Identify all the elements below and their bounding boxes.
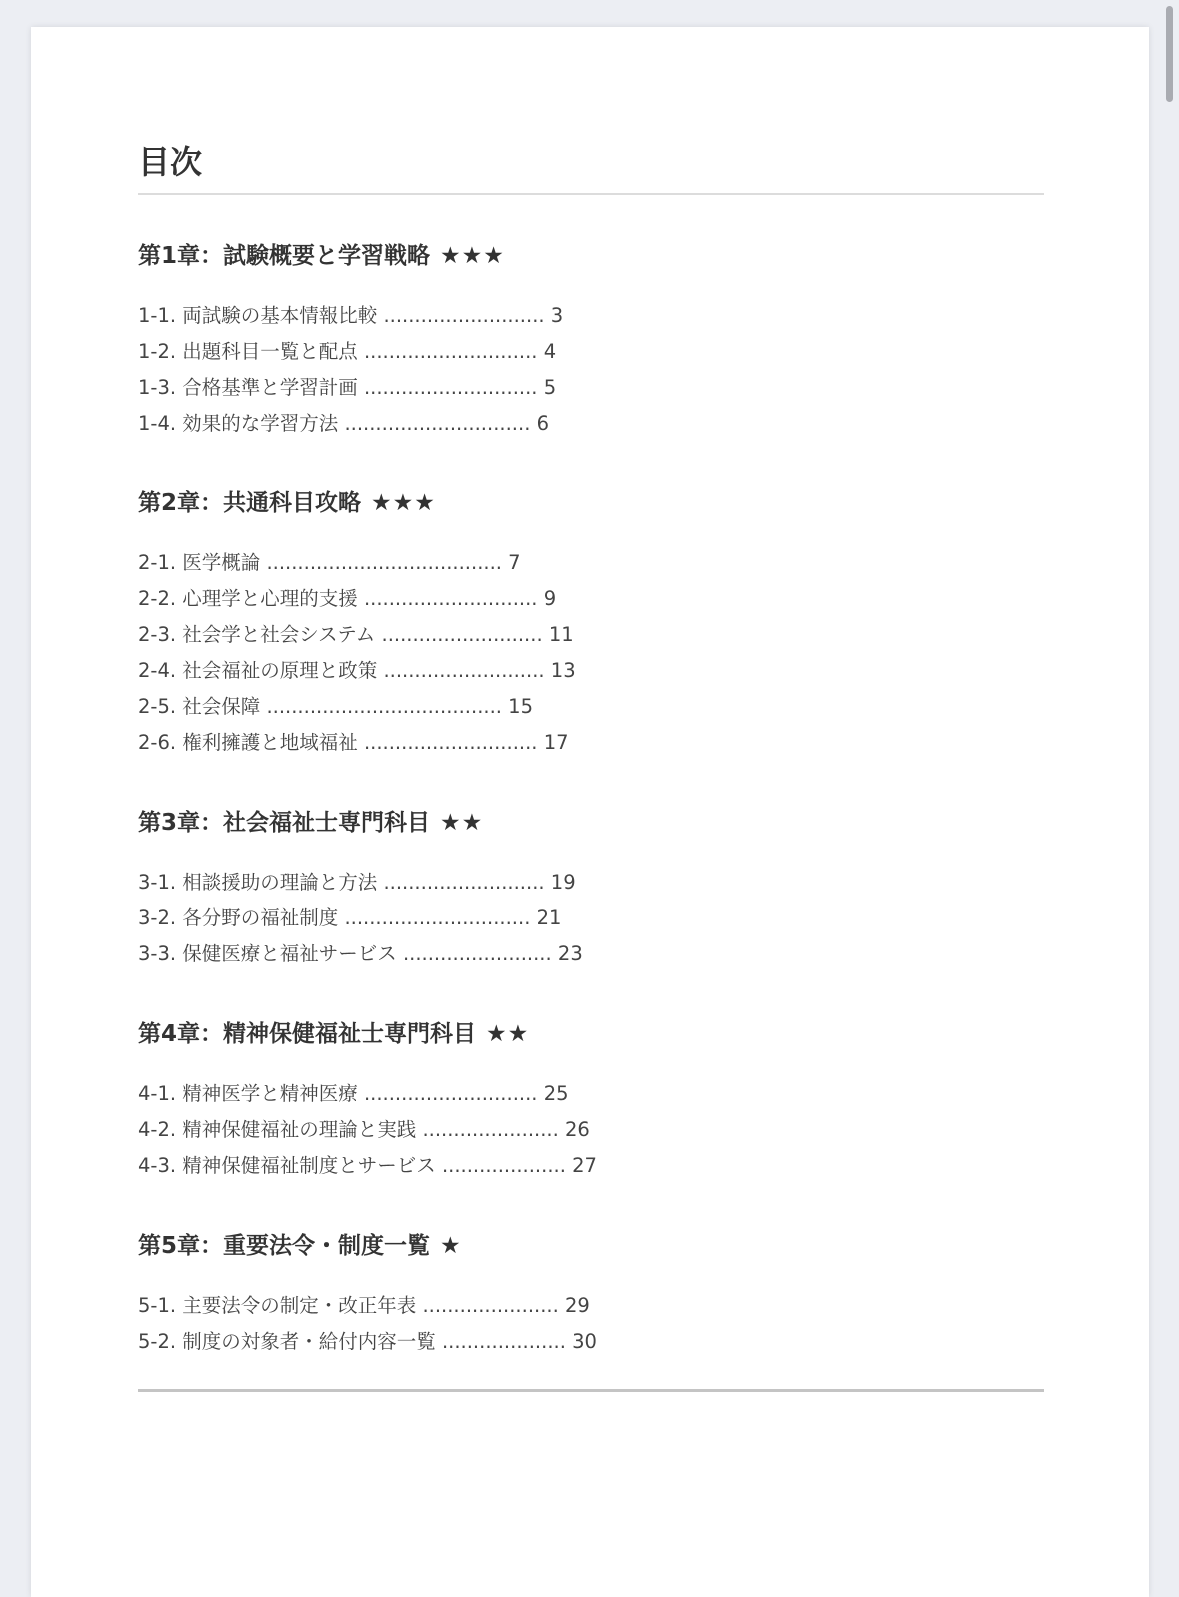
toc-entry-1-2[interactable]: 1-2. 出題科目一覧と配点 ............................ 4 [138,340,557,363]
toc-entry-2-3[interactable]: 2-3. 社会学と社会システム .......................... 11 [138,623,574,646]
document-page [31,27,1149,1597]
chapter-title: 第5章：重要法令・制度一覧 [138,1233,431,1259]
toc-entry-3-1[interactable]: 3-1. 相談援助の理論と方法 .......................... 19 [138,871,576,894]
toc-entry-2-5[interactable]: 2-5. 社会保障 ...................................... 15 [138,695,533,718]
chapter-2-heading [138,488,436,518]
toc-entry-2-4[interactable]: 2-4. 社会福祉の原理と政策 .......................... 13 [138,659,576,682]
toc-entry-2-6[interactable]: 2-6. 権利擁護と地域福祉 ............................ 17 [138,731,569,754]
toc-entry-4-1[interactable]: 4-1. 精神医学と精神医療 ............................ 25 [138,1082,569,1105]
title-divider [138,193,1044,195]
importance-stars: ★★★ [371,490,436,516]
importance-stars: ★ [440,1233,462,1259]
chapter-1-heading [138,241,505,271]
toc-entry-4-3[interactable]: 4-3. 精神保健福祉制度とサービス .................... 27 [138,1154,597,1177]
chapter-title: 第1章：試験概要と学習戦略 [138,243,431,269]
toc-entry-2-2[interactable]: 2-2. 心理学と心理的支援 ............................ 9 [138,587,557,610]
importance-stars: ★★ [440,810,484,836]
chapter-4-heading [138,1019,529,1049]
toc-entry-5-2[interactable]: 5-2. 制度の対象者・給付内容一覧 .................... 30 [138,1330,597,1353]
toc-entry-5-1[interactable]: 5-1. 主要法令の制定・改正年表 ...................... 29 [138,1294,590,1317]
chapter-title: 第3章：社会福祉士専門科目 [138,810,431,836]
chapter-5-heading [138,1231,462,1261]
page-title: 目次 [138,143,203,181]
vertical-scrollbar-thumb[interactable] [1166,6,1173,102]
toc-entry-3-3[interactable]: 3-3. 保健医療と福祉サービス ........................ 23 [138,942,583,965]
toc-bottom-divider [138,1389,1044,1392]
toc-entry-1-1[interactable]: 1-1. 両試験の基本情報比較 .......................... 3 [138,304,564,327]
toc-entry-4-2[interactable]: 4-2. 精神保健福祉の理論と実践 ...................... 26 [138,1118,590,1141]
chapter-title: 第4章：精神保健福祉士専門科目 [138,1021,477,1047]
toc-entry-1-4[interactable]: 1-4. 効果的な学習方法 .............................. 6 [138,412,550,435]
chapter-3-heading [138,808,483,838]
toc-entry-1-3[interactable]: 1-3. 合格基準と学習計画 ............................ 5 [138,376,557,399]
chapter-title: 第2章：共通科目攻略 [138,490,362,516]
importance-stars: ★★★ [440,243,505,269]
importance-stars: ★★ [486,1021,530,1047]
toc-entry-2-1[interactable]: 2-1. 医学概論 ...................................... 7 [138,551,521,574]
toc-entry-3-2[interactable]: 3-2. 各分野の福祉制度 .............................. 21 [138,906,562,929]
